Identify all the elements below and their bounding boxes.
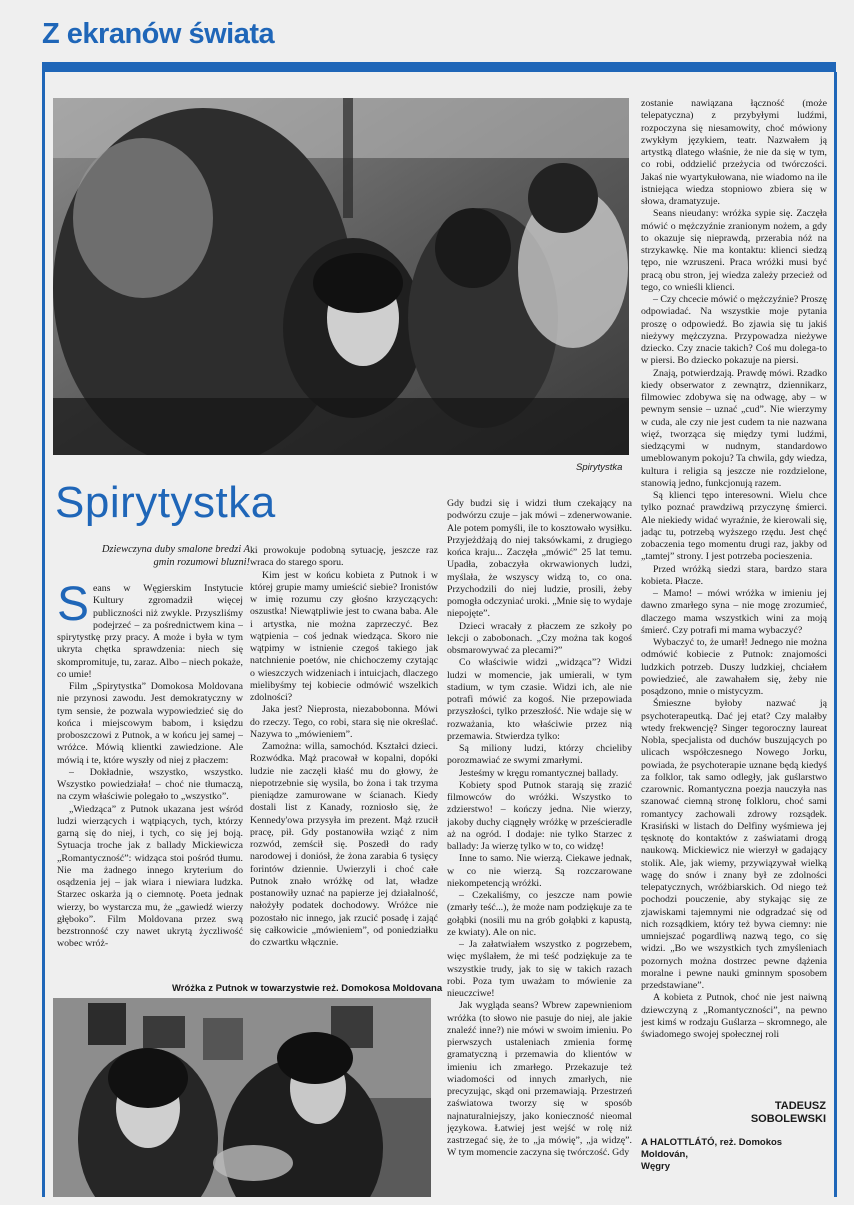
paragraph: Seans nieudany: wróżka sypie się. Zaczęła mówić o mężczyźnie zranionym nożem, a gdy to okazuje się nieprawdą, przerabia nóż na strzykawkę. Nie ma kontaktu: klienci siedzą tępo, nie wzruszeni. Praca wróżki musi być pracą obu stron, jej wiedza zależy przecież od tego, co wnieśli klienci. [641,208,827,293]
paragraph: Są miliony ludzi, którzy chcieliby porozmawiać ze swymi zmarłymi. [447,743,632,767]
article-column-2 [250,545,438,976]
author-last-name: SOBOLEWSKI [750,1113,826,1125]
paragraph: Co właściwie widzi „widząca”? Widzi ludzi w momencie, jak umierali, w tym stadium, w tym czasie. Widzi ich, ale nie potrafi mówić za kogoś. Nie przepowiada przyszłości, tylko przeszłość. Nie wdaje się w rozważania, kto właściwie przez nią przemawia. Stwierdza tylko: [447,657,632,742]
paragraph: – Czy chcecie mówić o mężczyźnie? Proszę odpowiadać. Na wszystkie moje pytania proszę o odpowiedź. Bo zjawia się tu jakiś nieżywy mężczyzna. Przypowadza nieżywe dziecko. Czy znacie takich? Coś mu dolega-to w piersi. Bo dziecko pokazuje na piersi. [641,294,827,367]
paragraph: Zamożna: willa, samochód. Kształci dzieci. Rozwódka. Mąż pracował w kopalni, dopóki ludzie nie zaczęli kłaść mu do głowy, że niepotrzebnie się wysila, bo żona i tak trzyma pieniądze zamurowane w ścianach. Kiedy dostali list z Kanady, rozniosło się, że Kennedy'owa przysyła im prezent. Mąż rzucił pracę, pił. Gdy postanowiła wziąć z nim rozwód, zemścił się. Poszedł do rady narodowej i doniósł, że żona zarabia 6 tysięcy forintów dziennie. Uwierzyli i choć całe Putnok znało wróżkę od lat, władze postanowiły uznać na papierze jej działalność, nałożyły podatek dochodowy. Wróżce nie pozostało nic innego, jak rzucić posadę i zająć się całkowicie „mówieniem”, od poniedziałku do czwartku włącznie. [250,741,438,948]
article-column-3 [447,498,632,1200]
header-rule [42,62,836,72]
paragraph: – Mamo! – mówi wróżka w imieniu jej dawno zmarłego syna – nie mogę zrozumieć, dlaczego mama wszystkich wini za moją śmierć. Czy potrafi mi mama wybaczyć? [641,588,827,636]
paragraph: Inne to samo. Nie wierzą. Ciekawe jednak, w co nie wierzą. Są rozczarowane niekompetencją wróżki. [447,853,632,889]
top-photo-caption: Spirytystka [576,462,623,473]
paragraph: – Ja załatwiałem wszystko z pogrzebem, więc myślałem, że mi teść podziękuje za te wszystkie trudy, jak to się w takich razach robi. Poza tym uważam to mówienie za nieuczciwe! [447,939,632,999]
left-border-rule [42,72,45,1197]
drop-cap: S [57,583,90,631]
author-first-name: TADEUSZ [774,1100,826,1112]
paragraph: Śmieszne byłoby nazwać ją psychoterapeutką. Dać jej etat? Czy malałby wtedy frekwencję? Singer tegoroczny laureat Nobla, specjalista od duchów buszujących po ulicach współczesnego Nowego Jorku, powiada, że psychoterapie uznane będą kiedyś za folklor, tak samo odległy, jak guślarstwo czarownic. Romantyczna poezja nauczyła nas szanować ciemną stronę folkloru, choć sami romantycy zachowali zdrowy rozsądek. Krasiński w listach do Delfiny wyśmiewa jej tęsknotę do kontaktów z zaświatami drogą naukową. Mickiewicz nie wierzył w gadający stolik. Ale, jak wiemy, przywiązywał wielką wagę do snów i znany był ze zdolności telepatycznych, wróżbiarskich. Od niego też pochodzi pouczenie, aby stykając się ze zjawiskami tajemnymi nie odgradzać się od nich rozsądkiem, który też bywa ciemny: nie umniejszać pogardliwą nazwą tego, co się widzi. „Bo we wszystkich tych zmyśleniach pozornych można dostrzec pewne dążenia moralne i pewne nauki gminnym sposobem przedstawiane”. [641,698,827,991]
right-border-rule [834,72,837,1197]
paragraph: Wybaczyć to, że umarł! Jednego nie można odmówić kobiecie z Putnok: znajomości ludzkich potrzeb. Duszy ludzkiej, chciałem powiedzieć, ale zawahałem się, żeby nie posądzono, mnie o mistycyzm. [641,637,827,697]
article-column-1 [57,583,243,976]
film-credit-line-1: A HALOTTLÁTÓ, reż. Domokos Moldován, [641,1137,783,1160]
bottom-photo-image [53,998,431,1197]
paragraph: Znają, potwierdzają. Prawdę mówi. Rzadko kiedy obserwator z zewnątrz, dziennikarz, filmowiec zdobywa się na odwagę, aby – w pewnym sensie – uznać „cud”. Nie wierzymy w cuda, ale czy nie jest cudem ta nie nazwana więź, tworząca się między tymi ludźmi, siedzącymi w nudnym, standardowo umeblowanym pokoju? Ta chwila, gdy wiedza, kultura i religia są jeszcze nie rozdzielone, stanowią jedno, funkcjonują razem. [641,367,827,489]
paragraph: Przed wróżką siedzi stara, bardzo stara kobieta. Płacze. [641,563,827,587]
lead-quote: Dziewczyna duby smalone bredzi A gmin rozumowi bluzni! [101,544,250,568]
author-byline [660,1100,826,1126]
paragraph: – Dokładnie, wszystko, wszystko. Wszystko powiedziała! – choć nie tłumaczą, na czym właściwie polegało to „wszystko”. [57,766,243,803]
paragraph: Dzieci wracały z płaczem ze szkoły po lekcji o zabobonach. „Czy można tak kogoś obsmarowywać za plecami?” [447,620,632,656]
bottom-photo [53,998,431,1197]
bottom-photo-caption: Wróżka z Putnok w towarzystwie reż. Domokosa Moldovana [172,983,443,994]
paragraph: Są klienci tępo interesowni. Wielu chce tylko poznać prawdziwą przyczynę śmierci. Ale niekiedy widać wyraźnie, że kierowali się, jadąc tu, potrzebą wyższego rzędu. Jest chęć zobaczenia tego momentu drugi raz, jakby od „tamtej” strony. I jest potrzeba pocieszenia. [641,490,827,563]
paragraph: – Czekaliśmy, co jeszcze nam powie (zmarły teść...), że może nam podziękuje za te gołąbki (nosili mu na grób gołąbki z kapustą, ze kwiaty). Ale on nic. [447,890,632,938]
article-column-4 [641,98,827,1098]
paragraph: Film „Spirytystka” Domokosa Moldovana nie przynosi zawodu. Jest demokratyczny w tym sensie, że pozwala wypowiedzieć się do końca i miejscowym babom, i księdzu proboszczowi z Putnok, a w końcu jej samej – wróżce. Mówią klientki zawiedzione. Ale mówią i te, które wyszły od niej z płaczem: [57,681,243,766]
paragraph: Jesteśmy w kręgu romantycznej ballady. [459,767,619,779]
paragraph: Jak wygląda seans? Wbrew zapewnieniom wróżka (to słowo nie pasuje do niej, ale jakie znaleźć inne?) nie mówi w swoim imieniu. Po pierwszych ustaleniach zmienia formę gramatyczną i przemawia do klientów w imieniu ich zmarłego. Przekazuje też wiadomości od innych zmarłych, nie precyzując, skąd oni przemawiają. Przestrzeń zaświatowa tworzy się w sposób najnaturalniejszy, jako konieczność nieomal językowa. Łatwiej jest wejść w rolę niż zastrzegać się, że to „ja mówię”, „ja widzę”. W tym momencie zaczyna się twórczość. Gdy [447,1000,632,1159]
paragraph: Kim jest w końcu kobieta z Putnok i w której grupie mamy umieścić siebie? Ironistów w imię rozumu czy głośno krzyczących: oszustka! Niewątpliwie jest to cwana baba. Ale i artystka, nie można zaprzeczyć. Bez wątpienia – coś jednak wiedząca. Skoro nie wątpimy w istnienie czegoś takiego jak natchnienie poetów, nie chichoczemy czytając o wieszczych widzeniach i intuicjach, dlaczego mielibyśmy tej kobiecie odmówić wszelkich zdolności? [250,569,438,703]
headline: Spirytystka [55,478,276,527]
paragraph: eans w Węgierskim Instytucie Kultury zgromadził więcej publiczności niż zwykle. Przyszliśmy podejrzeć – za pośrednictwem kina – spirytystkę przy pracy. A może i była w tym ukryta chętka sprawdzenia: niech się skompromituje, tu, zaraz. Albo – niech pokaże, co umie! [57,583,243,680]
film-credit [641,1137,831,1173]
section-title: Z ekranów świata [42,18,275,50]
paragraph: Kobiety spod Putnok starają się zrazić filmowców do wróżki. Wszystko to zdzierstwo! – kończy jedna. Nie wierzy, jakoby duchy ciągnęły wróżkę w prześcieradle aż na ogród. I dodaje: nie tylko Starzec z ballady: Ja wierzę tylko w to, co widzę! [447,779,632,852]
paragraph: ki prowokuje podobną sytuację, jeszcze raz wraca do starego sporu. [250,545,438,569]
top-photo [53,98,629,455]
top-photo-image [53,98,629,455]
paragraph: „Wiedząca” z Putnok ukazana jest wśród ludzi wierzących i wątpiących, tych, którzy garną się do niej, i tych, co się jej boją. Sytuacja troche jak z ballady Mickiewicza „Romantyczność”: widząca stoi pośród tłumu. Nie ma żadnego innego kryterium do osądzenia jej – jak wiara i niewiara ludzka. Starzec oskarża ją o ciemnotę. Poeta jednak wierzy, bo wystarcza mu, że „gawiedź wierzy głęboko”. Film Moldovana przez swą bezstronność czy nawet ukrytą życzliwość wobec wróż- [57,803,243,950]
paragraph: zostanie nawiązana łączność (może telepatyczna) z przybyłymi ludźmi, rozpoczyna się niesamowity, choć mówiony zwykłym językiem, teatr. Nazwałem ją artystką dlatego właśnie, że nie da się w tym, co robi, oddzielić przeżycia od twórczości. Jakaś nie wyartykułowana, nie wiadomo na ile istniejąca wiedza stopniowo zbiera się w słowa, dramatyzuje. [641,98,827,207]
paragraph: Jaka jest? Nieprosta, niezabobonna. Mówi do rzeczy. Tego, co robi, stara się nie określać. Nazywa to „mówieniem”. [250,704,438,740]
film-credit-line-2: Węgry [641,1161,671,1172]
paragraph: A kobieta z Putnok, choć nie jest naiwną dziewczyną z „Romantyczności”, na pewno jest kimś w rodzaju Guślarza – skromnego, ale świadomego swojej społecznej roli [641,992,827,1040]
paragraph: Gdy budzi się i widzi tłum czekający na podwórzu czuje – jak mówi – zdenerwowanie. Ale potem pomyśli, ile to kosztowało wysiłku. Przyjeżdżają do niej taksówkami, z drugiego końca kraju... Zaczęła „mówić” 25 lat temu. Upadła, zobaczyła okrwawionych ludzi, myślała, że wszyscy widzą to, co ona. Przychodzili do niej ludzie, prosili, żeby pomogła odczyniać uroki. „Mnie się to wydaje niepojęte”. [447,498,632,620]
